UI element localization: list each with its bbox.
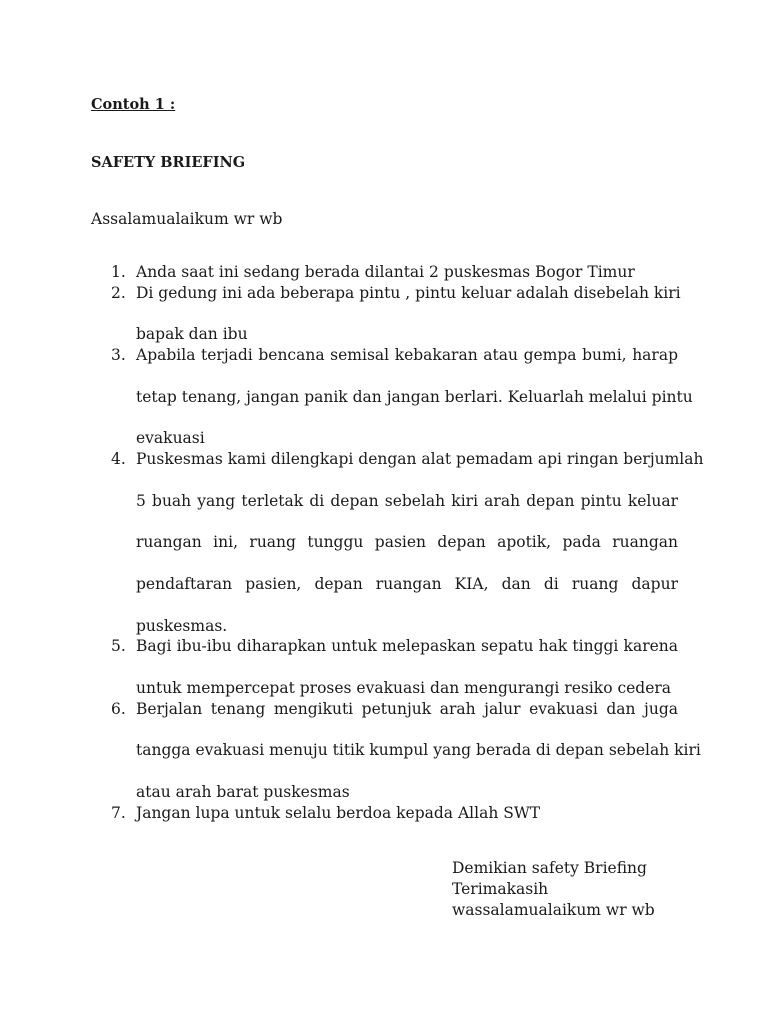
list-item (104, 449, 704, 636)
closing-line: Terimakasih (452, 880, 549, 898)
list-item-text: Berjalan tenang mengikuti petunjuk arah jalur evakuasi dan juga (136, 699, 678, 718)
closing-block (452, 858, 655, 921)
list-item (104, 636, 678, 698)
list-item-text: pendaftaran pasien, depan ruangan KIA, dan di ruang dapur (136, 574, 678, 593)
list-item-text: tangga evakuasi menuju titik kumpul yang berada di depan sebelah kiri (136, 741, 701, 760)
document-title: SAFETY BRIEFING (91, 154, 246, 171)
example-label: Contoh 1 : (91, 96, 176, 113)
list-item-number: 6. (111, 699, 126, 718)
list-item-text: tetap tenang, jangan panik dan jangan berlari. Keluarlah melalui pintu (136, 387, 693, 406)
briefing-list (104, 262, 704, 824)
list-item-text: atau arah barat puskesmas (136, 782, 350, 801)
greeting: Assalamualaikum wr wb (91, 210, 283, 228)
closing-line: wassalamualaikum wr wb (452, 901, 655, 919)
list-item (104, 803, 678, 824)
list-item-text: 5 buah yang terletak di depan sebelah kiri arah depan pintu keluar (136, 491, 678, 510)
list-item-number: 3. (111, 346, 126, 365)
list-item-number: 7. (111, 803, 126, 822)
list-item-number: 4. (111, 450, 126, 469)
list-item-number: 2. (111, 283, 126, 302)
list-item-number: 1. (111, 263, 126, 281)
list-item (104, 262, 678, 283)
list-item-number: 5. (111, 637, 126, 656)
closing-line: Demikian safety Briefing (452, 859, 647, 877)
list-item (104, 283, 681, 345)
list-item-text: bapak dan ibu (136, 325, 248, 344)
list-item-text: Bagi ibu-ibu diharapkan untuk melepaskan sepatu hak tinggi karena (136, 637, 678, 656)
list-item (104, 345, 693, 449)
list-item-text: Puskesmas kami dilengkapi dengan alat pemadam api ringan berjumlah (136, 450, 704, 469)
list-item (104, 699, 701, 803)
list-item-text: Anda saat ini sedang berada dilantai 2 puskesmas Bogor Timur (136, 263, 635, 281)
list-item-text: ruangan ini, ruang tunggu pasien depan apotik, pada ruangan (136, 533, 678, 552)
list-item-text: puskesmas. (136, 616, 228, 635)
list-item-text: Jangan lupa untuk selalu berdoa kepada Allah SWT (136, 803, 541, 822)
list-item-text: untuk mempercepat proses evakuasi dan mengurangi resiko cedera (136, 678, 672, 697)
list-item-text: Apabila terjadi bencana semisal kebakaran atau gempa bumi, harap (136, 346, 678, 365)
list-item-text: evakuasi (136, 429, 205, 448)
list-item-text: Di gedung ini ada beberapa pintu , pintu keluar adalah disebelah kiri (136, 283, 681, 302)
